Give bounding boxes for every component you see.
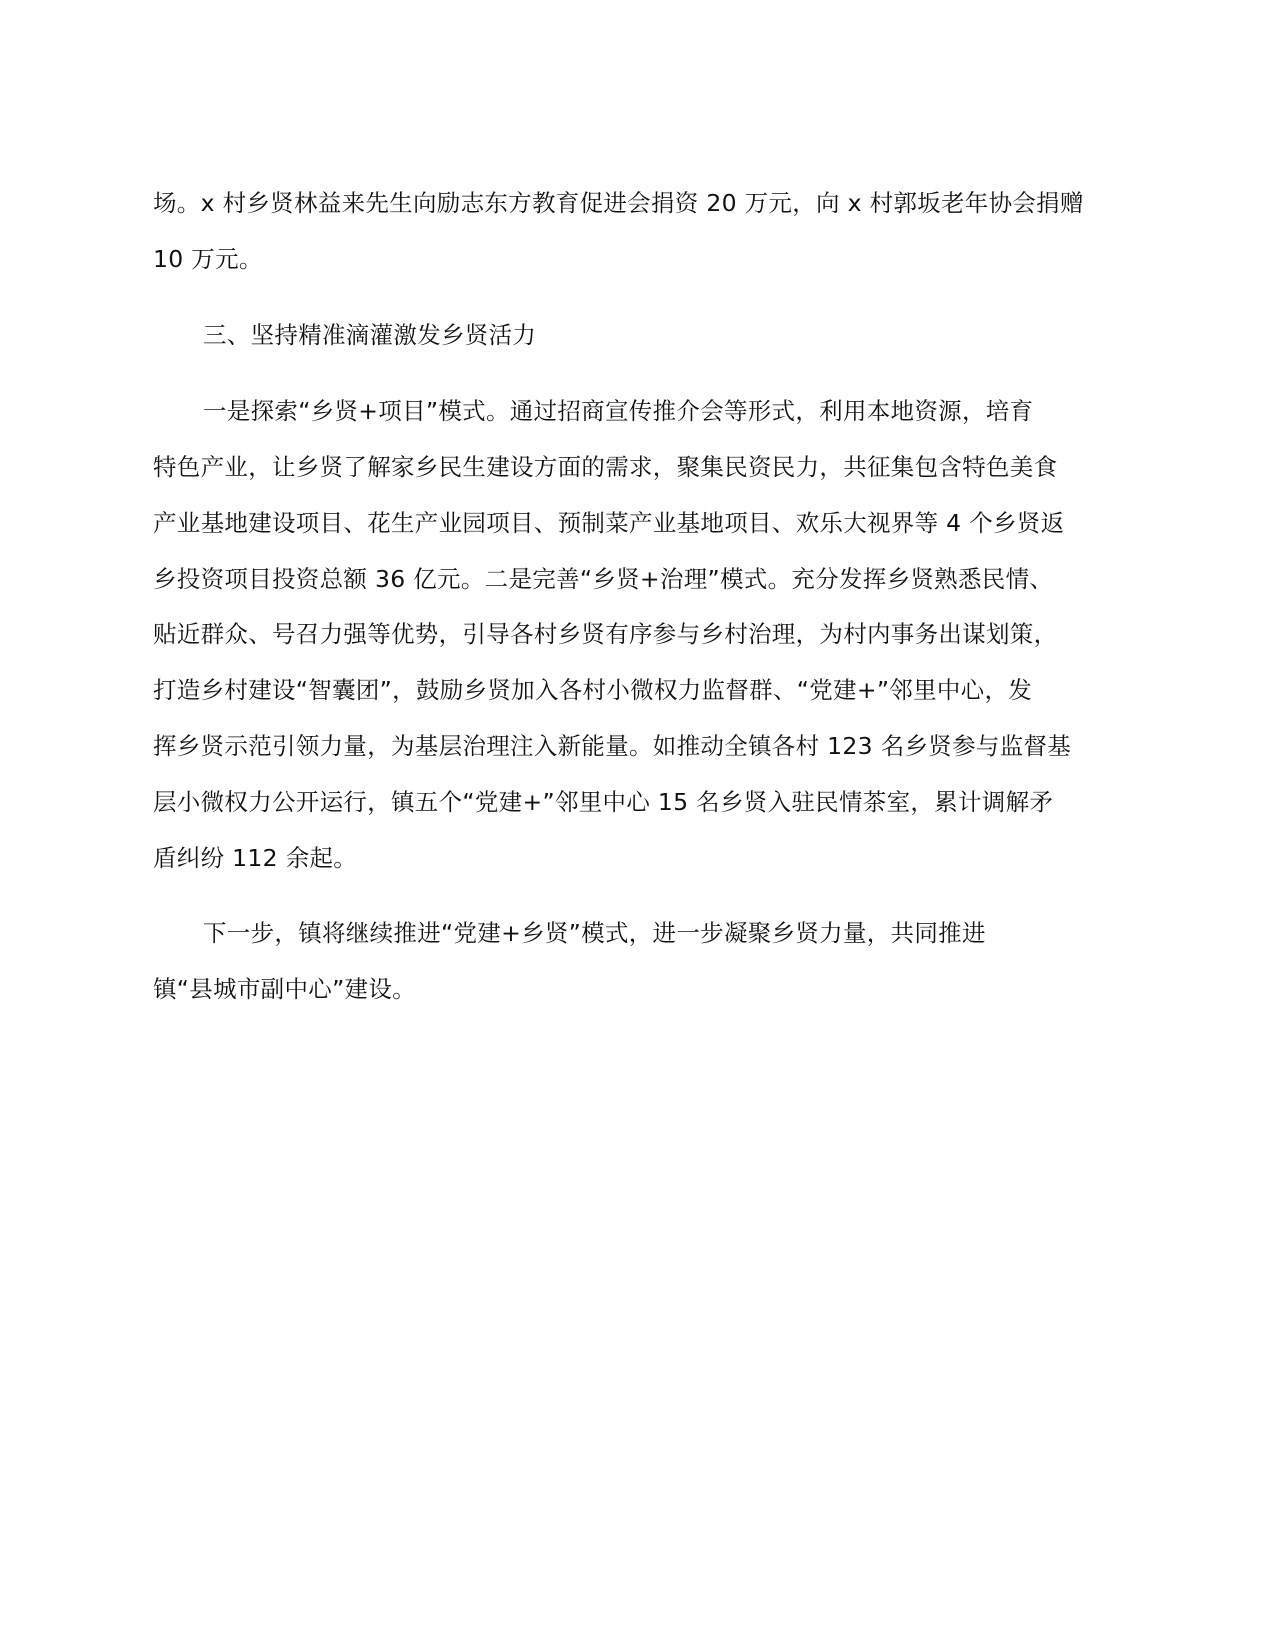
- paragraph-2-line-7: 挥乡贤示范引领力量，为基层治理注入新能量。如推动全镇各村 123 名乡贤参与监督基: [153, 732, 1072, 760]
- paragraph-2-line-2: 特色产业，让乡贤了解家乡民生建设方面的需求，聚集民资民力，共征集包含特色美食: [153, 453, 1058, 481]
- paragraph-1-line-1: 场。x 村乡贤林益来先生向励志东方教育促进会捐资 20 万元，向 x 村郭坂老年协会捐赠: [153, 189, 1084, 217]
- paragraph-2-line-8: 层小微权力公开运行，镇五个“党建+”邻里中心 15 名乡贤入驻民情茶室，累计调解矛: [153, 788, 1054, 816]
- paragraph-2-line-5: 贴近群众、号召力强等优势，引导各村乡贤有序参与乡村治理，为村内事务出谋划策，: [153, 620, 1058, 648]
- paragraph-1-line-2: 10 万元。: [153, 245, 263, 273]
- paragraph-3-line-1: 下一步，镇将继续推进“党建+乡贤”模式，进一步凝聚乡贤力量，共同推进: [203, 919, 986, 947]
- paragraph-2-line-9: 盾纠纷 112 余起。: [153, 844, 358, 872]
- paragraph-3-line-2: 镇“县城市副中心”建设。: [153, 975, 416, 1003]
- paragraph-2-line-6: 打造乡村建设“智囊团”，鼓励乡贤加入各村小微权力监督群、“党建+”邻里中心，发: [153, 676, 1033, 704]
- paragraph-2-line-4: 乡投资项目投资总额 36 亿元。二是完善“乡贤+治理”模式。充分发挥乡贤熟悉民情、: [153, 565, 1054, 593]
- paragraph-2-line-3: 产业基地建设项目、花生产业园项目、预制菜产业基地项目、欢乐大视界等 4 个乡贤返: [153, 509, 1065, 537]
- paragraph-2-line-1: 一是探索“乡贤+项目”模式。通过招商宣传推介会等形式，利用本地资源，培育: [203, 397, 1034, 425]
- section-heading-3: 三、坚持精准滴灌激发乡贤活力: [203, 321, 537, 349]
